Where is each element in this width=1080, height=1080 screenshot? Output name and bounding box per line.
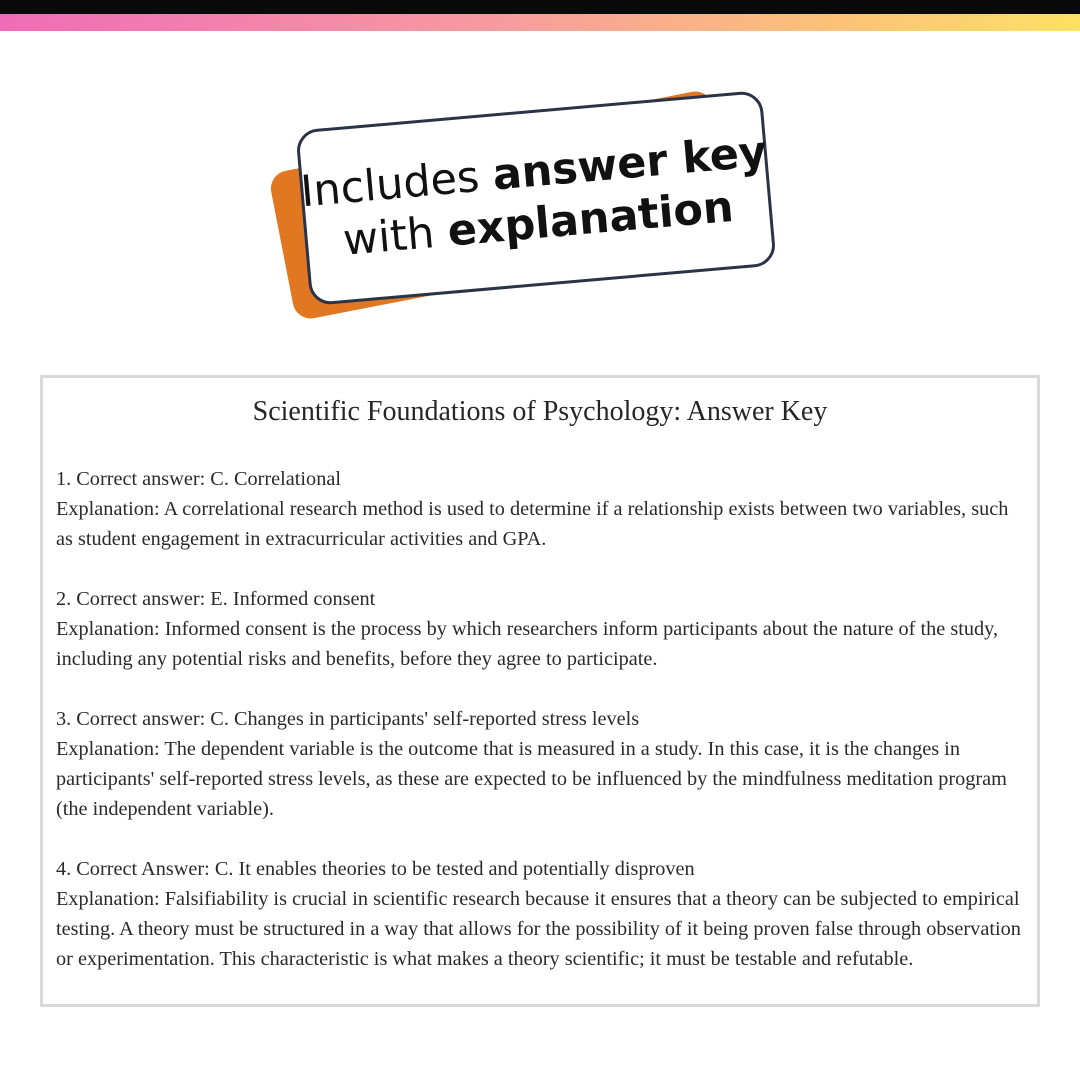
document-title: Scientific Foundations of Psychology: Answer Key [252, 396, 828, 427]
callout-line-1-bold: answer key [490, 126, 769, 201]
callout-line-2-normal: with [341, 206, 450, 266]
document-body [56, 464, 1026, 974]
promo-banner [0, 0, 1080, 360]
answer-line: 4. Correct Answer: C. It enables theories to be tested and potentially disproven [56, 858, 695, 880]
answer-item-4 [56, 854, 1026, 974]
explanation-text: Explanation: Informed consent is the process by which researchers inform participants about the nature of the study, including any potential risks and benefits, before they agree to participate. [56, 618, 999, 670]
callout-line-2-bold: explanation [445, 181, 736, 257]
answer-line: 3. Correct answer: C. Changes in participants' self-reported stress levels [56, 708, 640, 730]
answer-item-1 [56, 464, 1026, 554]
answer-key-document [40, 375, 1040, 1007]
answer-line: 1. Correct answer: C. Correlational [56, 468, 341, 490]
explanation-text: Explanation: Falsifiability is crucial in scientific research because it ensures that a theory can be subjected to empirical testing. A theory must be structured in a way that allows for the possibility of it being proven false through observation or experimentation. This characteristic is what makes a theory scientific; it must be testable and refutable. [56, 888, 1021, 970]
answer-key-callout [295, 90, 777, 306]
answer-line: 2. Correct answer: E. Informed consent [56, 588, 376, 610]
explanation-text: Explanation: The dependent variable is the outcome that is measured in a study. In this case, it is the changes in participants' self-reported stress levels, as these are expected to be influenced by the mindfulness meditation program (the independent variable). [56, 738, 1007, 820]
answer-item-2 [56, 584, 1026, 674]
callout-line-1-normal: Includes [298, 150, 495, 217]
explanation-text: Explanation: A correlational research method is used to determine if a relationship exists between two variables, such as student engagement in extracurricular activities and GPA. [56, 498, 1009, 550]
answer-item-3 [56, 704, 1026, 824]
